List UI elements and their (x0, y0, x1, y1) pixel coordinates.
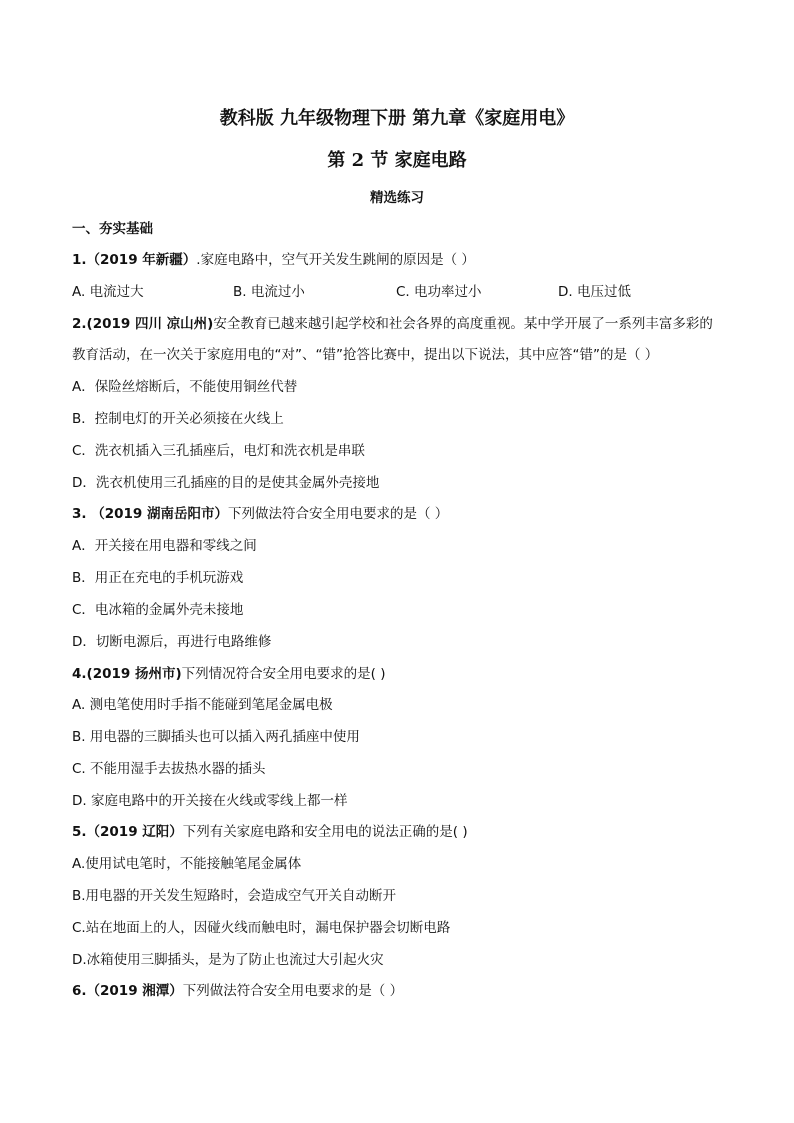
question-2-text-line1: 安全教育已越来越引起学校和社会各界的高度重视。某中学开展了一系列丰富多彩的 (213, 316, 713, 332)
question-3-text: 下列做法符合安全用电要求的是（ ） (228, 506, 449, 522)
question-2-option-c: C．洗衣机插入三孔插座后，电灯和洗衣机是串联 (72, 443, 365, 459)
section-heading: 一、夯实基础 (72, 221, 153, 237)
question-1-option-c: C. 电功率过小 (396, 284, 482, 300)
question-4-option-d: D. 家庭电路中的开关接在火线或零线上都一样 (72, 793, 348, 809)
question-4-option-a: A. 测电笔使用时手指不能碰到笔尾金属电极 (72, 697, 333, 713)
question-1-option-a: A. 电流过大 (72, 284, 144, 300)
question-3-option-c: C．电冰箱的金属外壳未接地 (72, 602, 244, 618)
question-5-option-b: B.用电器的开关发生短路时，会造成空气开关自动断开 (72, 888, 397, 904)
question-2-text-line2: 教育活动，在一次关于家庭用电的“对”、“错”抢答比赛中，提出以下说法，其中应答“错”的是（ ） (72, 347, 659, 363)
question-4-option-b: B. 用电器的三脚插头也可以插入两孔插座中使用 (72, 729, 360, 745)
question-3-option-b: B．用正在充电的手机玩游戏 (72, 570, 244, 586)
question-3-option-a: A．开关接在用电器和零线之间 (72, 538, 257, 554)
question-5-option-d: D.冰箱使用三脚插头，是为了防止也流过大引起火灾 (72, 952, 384, 968)
question-3-source: 3. （2019 湖南岳阳市） (72, 506, 228, 522)
question-3-option-d: D．切断电源后，再进行电路维修 (72, 634, 272, 650)
question-2 (72, 314, 713, 334)
question-5-option-a: A.使用试电笔时，不能接触笔尾金属体 (72, 856, 302, 872)
question-3 (72, 504, 448, 524)
question-2-source: 2.(2019 四川 凉山州) (72, 316, 214, 332)
question-5-option-c: C.站在地面上的人，因碰火线而触电时，漏电保护器会切断电路 (72, 920, 451, 936)
question-1-text: .家庭电路中，空气开关发生跳闸的原因是（ ） (196, 252, 475, 268)
question-4 (72, 664, 385, 684)
question-6-text: 下列做法符合安全用电要求的是（ ） (182, 983, 404, 999)
question-2-option-b: B．控制电灯的开关必须接在火线上 (72, 411, 284, 427)
question-4-source: 4.(2019 扬州市) (72, 666, 182, 682)
question-1-source: 1.（2019 年新疆） (72, 252, 197, 268)
question-5-text: 下列有关家庭电路和安全用电的说法正确的是( ) (182, 824, 468, 840)
question-6 (72, 981, 403, 1001)
question-1 (72, 250, 475, 270)
question-4-option-c: C. 不能用湿手去拔热水器的插头 (72, 761, 266, 777)
question-2-option-d: D．洗衣机使用三孔插座的目的是使其金属外壳接地 (72, 475, 380, 491)
question-5 (72, 822, 468, 842)
question-6-source: 6.（2019 湘潭） (72, 983, 183, 999)
question-1-option-d: D. 电压过低 (558, 284, 631, 300)
question-2-option-a: A．保险丝熔断后，不能使用铜丝代替 (72, 379, 298, 395)
section-title: 第 2 节 家庭电路 (327, 150, 467, 171)
section-subtitle: 精选练习 (370, 190, 424, 206)
question-5-source: 5.（2019 辽阳） (72, 824, 183, 840)
question-1-option-b: B. 电流过小 (233, 284, 305, 300)
document-title: 教科版 九年级物理下册 第九章《家庭用电》 (219, 108, 575, 129)
question-4-text: 下列情况符合安全用电要求的是( ) (181, 666, 386, 682)
